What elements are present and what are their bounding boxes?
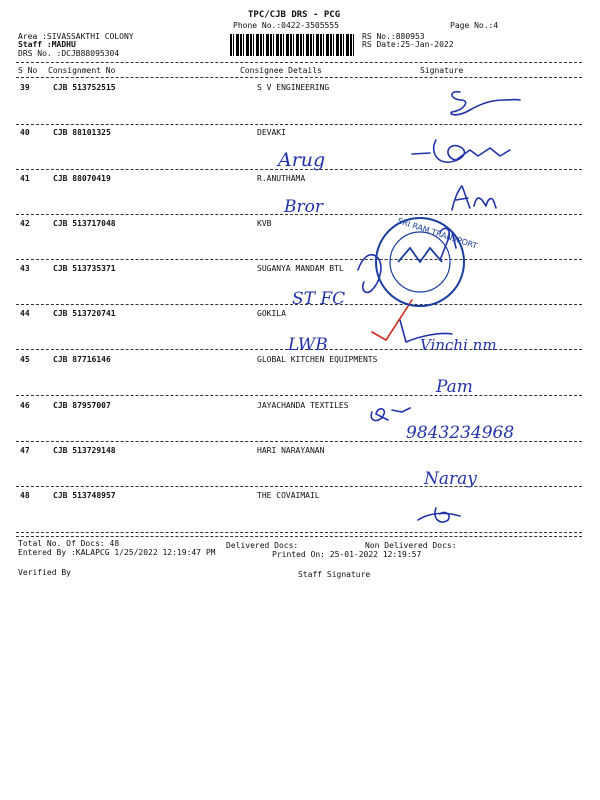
printed-on: Printed On: 25-01-2022 12:19:57 xyxy=(272,550,422,559)
row-consignee-name: JAYACHANDA TEXTILES xyxy=(257,401,349,410)
row-consignment-number: CJB 513748957 xyxy=(53,491,116,500)
red-tick-mark xyxy=(372,300,412,340)
row-consignee-name: GOKILA xyxy=(257,309,286,318)
row-consignment-number: CJB 513717048 xyxy=(53,219,116,228)
row-serial-number: 48 xyxy=(20,491,30,500)
row-consignment-number: CJB 88101325 xyxy=(53,128,111,137)
signature-row-39 xyxy=(451,92,520,115)
handwritten-note-row-41: Arug xyxy=(278,149,326,171)
phone-number: Phone No.:0422-3505555 xyxy=(233,21,339,30)
drs-number: DRS No. :DCJB88095304 xyxy=(18,49,120,58)
initials-row-46 xyxy=(371,408,410,421)
row-serial-number: 42 xyxy=(20,219,30,228)
row-consignee-name: SUGANYA MANDAM BTL xyxy=(257,264,344,273)
column-header-signature: Signature xyxy=(420,66,464,75)
stamp-text: SRI RAM TRANSPORT xyxy=(396,216,479,251)
page-number: Page No.:4 xyxy=(450,21,499,30)
document-title: TPC/CJB DRS - PCG xyxy=(248,10,341,20)
rs-number: RS No.:880953 xyxy=(362,32,425,41)
verified-by-label: Verified By xyxy=(18,568,71,577)
signature-row-48-final xyxy=(418,508,460,522)
row-consignment-number: CJB 88070419 xyxy=(53,174,111,183)
row-serial-number: 43 xyxy=(20,264,30,273)
handwritten-note-row-42: Bror xyxy=(284,197,323,217)
staff-label: Staff :MADHU xyxy=(18,40,76,49)
row-serial-number: 46 xyxy=(20,401,30,410)
entered-by: Entered By :KALAPCG 1/25/2022 12:19:47 PM xyxy=(18,548,216,557)
row-consignee-name: S V ENGINEERING xyxy=(257,83,330,92)
row-consignment-number: CJB 513752515 xyxy=(53,83,116,92)
row-serial-number: 45 xyxy=(20,355,30,364)
area-label: Area :SIVASSAKTHI COLONY xyxy=(18,32,134,41)
row-consignee-name: THE COVAIMAIL xyxy=(257,491,320,500)
handwritten-phone-number: 9843234968 xyxy=(406,423,515,443)
row-serial-number: 40 xyxy=(20,128,30,137)
delivered-docs: Delivered Docs: xyxy=(226,541,299,550)
handwritten-note-row-45: ST FC xyxy=(292,289,346,309)
total-docs: Total No. Of Docs: 48 xyxy=(18,539,120,548)
signature-row-41 xyxy=(452,186,496,210)
signature-row-44: Vinchi nm xyxy=(420,336,497,354)
row-consignee-name: GLOBAL KITCHEN EQUIPMENTS xyxy=(257,355,378,364)
column-header-consignee: Consignee Details xyxy=(240,66,322,75)
handwritten-note-row-46: LWB xyxy=(288,335,328,355)
non-delivered-docs: Non Delivered Docs: xyxy=(365,541,457,550)
row-serial-number: 39 xyxy=(20,83,30,92)
row-consignment-number: CJB 87957007 xyxy=(53,401,111,410)
staff-signature-label: Staff Signature xyxy=(298,570,371,579)
row-serial-number: 41 xyxy=(20,174,30,183)
signature-row-40 xyxy=(434,140,510,162)
rs-date: RS Date:25-Jan-2022 xyxy=(362,40,454,49)
row-consignment-number: CJB 513720741 xyxy=(53,309,116,318)
signature-row-47: Pam xyxy=(436,377,473,397)
column-header-sno: S No xyxy=(18,66,38,75)
row-consignment-number: CJB 87716146 xyxy=(53,355,111,364)
dash-mark xyxy=(412,153,430,154)
row-consignment-number: CJB 513735371 xyxy=(53,264,116,273)
row-serial-number: 44 xyxy=(20,309,30,318)
row-consignee-name: HARI NARAYANAN xyxy=(257,446,325,455)
row-consignee-name: DEVAKI xyxy=(257,128,286,137)
row-consignment-number: CJB 513729148 xyxy=(53,446,116,455)
row-consignee-name: R.ANUTHAMA xyxy=(257,174,306,183)
row-serial-number: 47 xyxy=(20,446,30,455)
column-header-consignment: Consignment No xyxy=(48,66,116,75)
company-stamp xyxy=(376,216,478,306)
signature-row-48: Naray xyxy=(424,469,477,489)
row-consignee-name: KVB xyxy=(257,219,272,228)
